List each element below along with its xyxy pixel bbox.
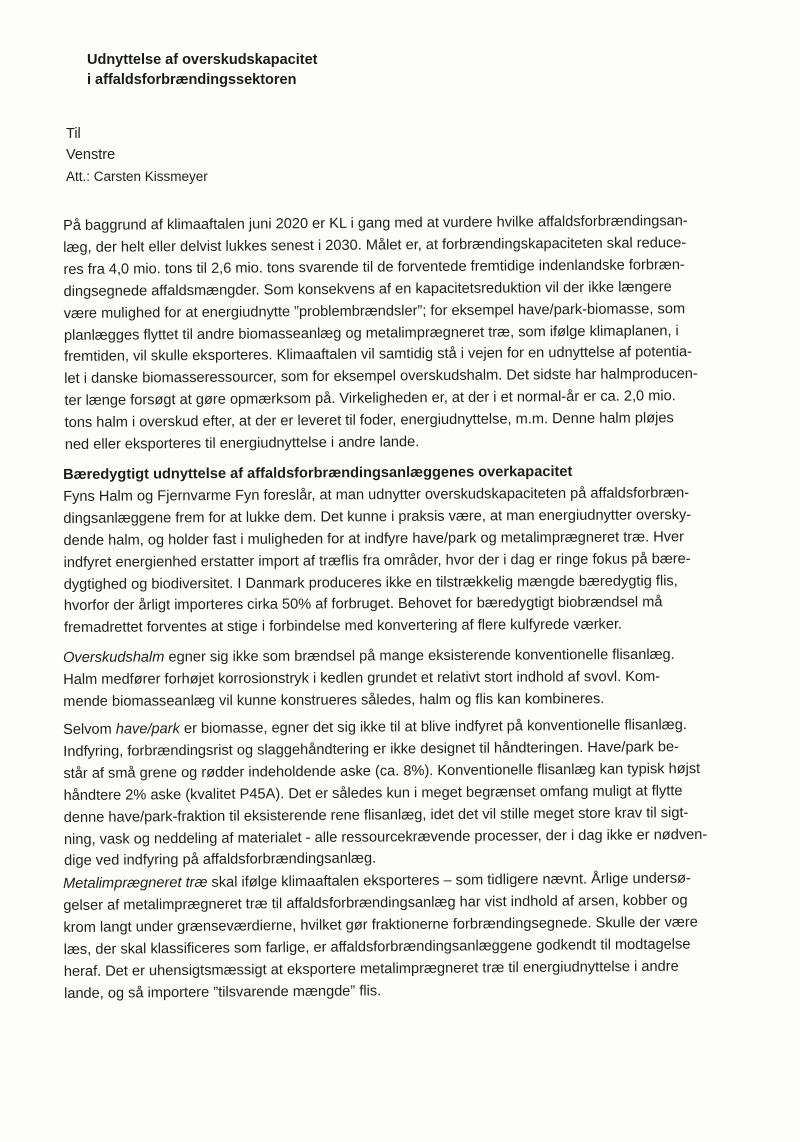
text-line: læg, der helt eller delvist lukkes senest i 2030. Målet er, at forbrændingskapaciteten skal reduce- [63, 235, 687, 256]
text-line: dingsanlæggene frem for at lukke dem. Det kunne i praksis være, at man energiudnytter oversky- [63, 506, 692, 527]
text-line: ned eller eksporteres til energiudnyttelse i andre lande. [64, 434, 420, 454]
text-line: håndtere 2% aske (kvalitet P45A). Det er således kun i meget begrænset omfang muligt at flytte [63, 782, 683, 804]
recipient-to: Til [66, 126, 81, 142]
text-fragment: er biomasse, egner det sig ikke til at blive indfyret på konventionelle flisanlæg. [179, 717, 687, 738]
text-line: lande, og så importere ”tilsvarende mængde” flis. [63, 982, 382, 1002]
title-line-2: i affaldsforbrændingssektoren [87, 72, 297, 88]
text-line: står af små grene og rødder indeholdende aske (ca. 8%). Konventionelle flisanlæg kan typisk højst [63, 760, 701, 782]
text-line: tons halm i overskud efter, at der er leveret til foder, energiudnyttelse, m.m. Denne halm pløjes [64, 410, 674, 432]
text-fragment: Selvom [63, 721, 116, 738]
text-line: ning, vask og neddeling af materialet - alle ressourcekrævende processer, der i dag ikke er nødven- [63, 826, 708, 848]
text-line: Indfyring, forbrændingsrist og slaggehåndtering er ikke designet til håndteringen. Have/park be- [63, 739, 680, 760]
text-line: Halm medfører forhøjet korrosionstryk i kedlen grundet et relativt stort indhold af svovl. Kom- [63, 668, 661, 688]
text-line: være mulighed for at energiudnytte ”problembrændsler”; for eksempel have/park-biomasse, som [63, 300, 686, 322]
text-line: planlægges flyttet til andre biomasseanlæg og metalimprægneret træ, som ifølge klimaplanen, i [63, 322, 679, 344]
italic-term: have/park [115, 721, 180, 738]
text-line: Fyns Halm og Fjernvarme Fyn foreslår, at man udnytter overskudskapaciteten på affaldsforbræn- [63, 485, 690, 505]
title-line-1: Udnyttelse af overskudskapacitet [87, 52, 318, 68]
text-line: På baggrund af klimaaftalen juni 2020 er KL i gang med at vurdere hvilke affaldsforbrændingsan- [63, 213, 688, 234]
text-line: dige ved indfyring på affaldsforbrændingsanlæg. [64, 850, 377, 870]
recipient-attention: Att.: Carsten Kissmeyer [66, 169, 208, 184]
text-line: mende biomasseanlæg vil kunne konstrueres således, halm og flis kan kombineres. [63, 690, 605, 710]
text-line: heraf. Det er uhensigtsmæssigt at eksportere metalimprægneret træ til energiudnyttelse i andre [63, 958, 679, 980]
text-line: ter længe forsøgt at gøre opmærksom på. Virkeligheden er, at der i et normal-år er ca. 2,0 mio. [64, 388, 676, 410]
text-line: krom langt under grænseværdierne, hvilket gør fraktionerne forbrændingsegnede. Skulle der være [63, 914, 698, 936]
text-fragment: egner sig ikke som brændsel på mange eksisterende konventionelle flisanlæg. [164, 646, 675, 666]
italic-term: Overskudshalm [63, 649, 165, 666]
straw-paragraph [63, 644, 735, 713]
intro-paragraph [63, 211, 737, 457]
text-line: indfyret energienhed erstatter import af træflis fra områder, hvor der i dag er ringe fokus på bære- [63, 550, 691, 571]
document-title [87, 50, 317, 90]
text-line: res fra 4,0 mio. tons til 2,6 mio. tons svarende til de forventede fremtidige indenlandske forbræn- [63, 256, 685, 278]
text-line: dingsegnede affaldsmængder. Som konsekvens af en kapacitetsreduktion vil der ikke længere [63, 278, 672, 300]
recipient-block [66, 124, 208, 187]
treated-wood-paragraph [63, 868, 736, 1005]
text-fragment: skal ifølge klimaaftalen eksporteres – som tidligere nævnt. Årlige undersø- [207, 870, 691, 891]
italic-term: Metalimprægneret træ [63, 874, 208, 892]
text-line: hvorfor der årligt importeres cirka 50% af forbruget. Behovet for bæredygtigt biobrændsel må [63, 594, 663, 615]
recipient-party: Venstre [66, 147, 116, 163]
text-line: dygtighed og biodiversitet. I Danmark produceres ikke en tilstrækkelig mængde bæredygtig flis, [63, 572, 678, 593]
text-line: denne have/park-fraktion til eksisterende rene flisanlæg, idet det vil stille meget store krav til sigt- [63, 804, 689, 826]
garden-park-paragraph [63, 715, 736, 874]
text-line: dende halm, og holder fast i muligheden for at indfyre have/park og metalimprægneret træ. Hver [63, 528, 685, 549]
text-line: læs, der skal klassificeres som farlige, er affaldsforbrændingsanlæggene godkendt til modtagelse [63, 936, 691, 958]
text-line: let i danske biomasseressourcer, som for eksempel overskudshalm. Det sidste har halmproducen- [64, 366, 698, 388]
text-line: fremadrettet forventes at stige i forbindelse med konvertering af flere kulfyrede værker. [63, 616, 623, 637]
section-heading: Bæredygtigt udnyttelse af affaldsforbrændingsanlæggenes overkapacitet [63, 463, 573, 483]
text-line: fremtiden, vil skulle eksporteres. Klimaaftalen vil samtidig stå i vejen for en udnyttelse af potentia- [64, 344, 692, 366]
text-line: gelser af metalimprægneret træ til affaldsforbrændingsanlæg har vist indhold af arsen, kobber og [63, 892, 688, 914]
sustainability-section [63, 461, 736, 640]
